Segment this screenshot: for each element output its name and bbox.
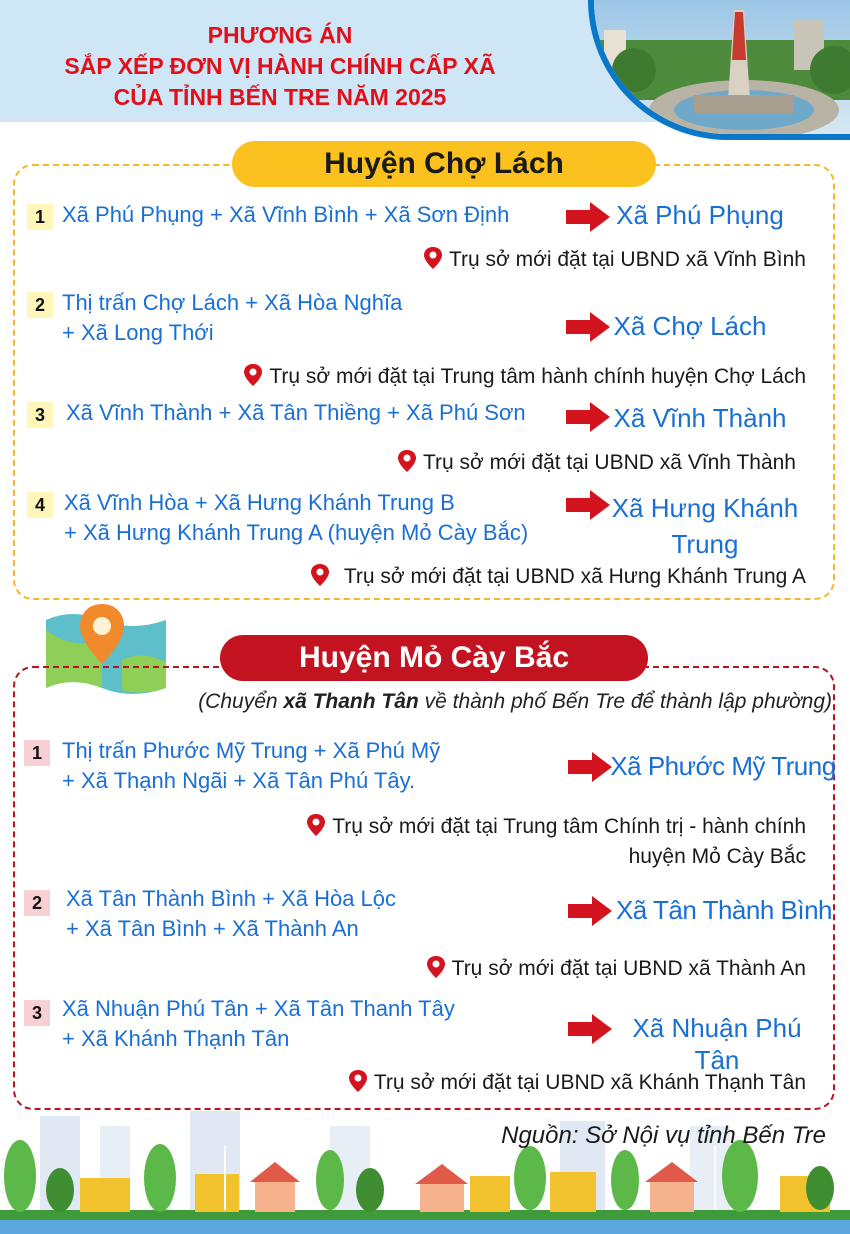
section-note: (Chuyển xã Thanh Tân về thành phố Bến Tre để thành lập phường) bbox=[198, 690, 832, 713]
arrow-right-icon bbox=[566, 202, 610, 232]
section-title-mo-cay-bac: Huyện Mỏ Cày Bắc bbox=[220, 635, 648, 681]
source-credit: Nguồn: Sở Nội vụ tỉnh Bến Tre bbox=[501, 1122, 826, 1149]
merge-list: Xã Vĩnh Thành + Xã Tân Thiềng + Xã Phú Sơn bbox=[66, 400, 526, 425]
merge-list: Thị trấn Phước Mỹ Trung + Xã Phú Mỹ + Xã Thạnh Ngãi + Xã Tân Phú Tây. bbox=[62, 738, 441, 793]
title-line-3: CỦA TỈNH BẾN TRE NĂM 2025 bbox=[113, 84, 447, 110]
item-number: 3 bbox=[24, 1000, 50, 1026]
office-location: Trụ sở mới đặt tại UBND xã Vĩnh Bình bbox=[423, 245, 806, 275]
item-number: 2 bbox=[27, 292, 53, 318]
item-number: 2 bbox=[24, 890, 50, 916]
page-title bbox=[20, 20, 540, 113]
new-commune-name: Xã Nhuận Phú Tân bbox=[632, 1013, 802, 1075]
arrow-right-icon bbox=[566, 312, 610, 342]
office-location: Trụ sở mới đặt tại Trung tâm hành chính huyện Chợ Lách bbox=[243, 362, 806, 392]
section-title-cho-lach: Huyện Chợ Lách bbox=[232, 141, 656, 187]
location-pin-icon bbox=[310, 563, 330, 587]
merge-list: Xã Tân Thành Bình + Xã Hòa Lộc + Xã Tân Bình + Xã Thành An bbox=[66, 886, 397, 941]
location-pin-icon bbox=[423, 246, 443, 270]
item-number: 4 bbox=[27, 492, 53, 518]
merge-list: Xã Vĩnh Hòa + Xã Hưng Khánh Trung B + Xã Hưng Khánh Trung A (huyện Mỏ Cày Bắc) bbox=[64, 490, 529, 545]
merge-list: Xã Nhuận Phú Tân + Xã Tân Thanh Tây + Xã Khánh Thạnh Tân bbox=[62, 996, 455, 1051]
new-commune-name: Xã Tân Thành Bình bbox=[615, 895, 833, 925]
merge-list: Xã Phú Phụng + Xã Vĩnh Bình + Xã Sơn Định bbox=[62, 202, 510, 227]
new-commune-name: Xã Phước Mỹ Trung bbox=[610, 751, 836, 781]
location-pin-icon bbox=[306, 813, 326, 837]
office-location: Trụ sở mới đặt tại UBND xã Thành An bbox=[426, 954, 806, 984]
new-commune-name: Xã Vĩnh Thành bbox=[613, 403, 787, 433]
arrow-right-icon bbox=[568, 896, 612, 926]
office-location: Trụ sở mới đặt tại Trung tâm Chính trị - hành chính huyện Mỏ Cày Bắc bbox=[306, 812, 806, 872]
office-location: Trụ sở mới đặt tại UBND xã Hưng Khánh Trung A bbox=[310, 562, 806, 592]
title-line-1: PHƯƠNG ÁN bbox=[207, 22, 353, 48]
item-number: 1 bbox=[24, 740, 50, 766]
new-commune-name: Xã Chợ Lách bbox=[613, 311, 767, 341]
item-number: 1 bbox=[27, 204, 53, 230]
merge-list: Thị trấn Chợ Lách + Xã Hòa Nghĩa + Xã Long Thới bbox=[62, 290, 403, 345]
item-number: 3 bbox=[27, 402, 53, 428]
location-pin-icon bbox=[348, 1069, 368, 1093]
arrow-right-icon bbox=[566, 402, 610, 432]
location-pin-icon bbox=[397, 449, 417, 473]
location-pin-icon bbox=[243, 363, 263, 387]
new-commune-name: Xã Phú Phụng bbox=[616, 200, 784, 230]
arrow-right-icon bbox=[568, 752, 612, 782]
new-commune-name: Xã Hưng Khánh Trung bbox=[611, 493, 799, 559]
office-location: Trụ sở mới đặt tại UBND xã Vĩnh Thành bbox=[397, 448, 796, 478]
arrow-right-icon bbox=[568, 1014, 612, 1044]
office-location: Trụ sở mới đặt tại UBND xã Khánh Thạnh Tân bbox=[348, 1068, 806, 1098]
location-pin-icon bbox=[426, 955, 446, 979]
title-line-2: SẮP XẾP ĐƠN VỊ HÀNH CHÍNH CẤP XÃ bbox=[64, 53, 496, 79]
